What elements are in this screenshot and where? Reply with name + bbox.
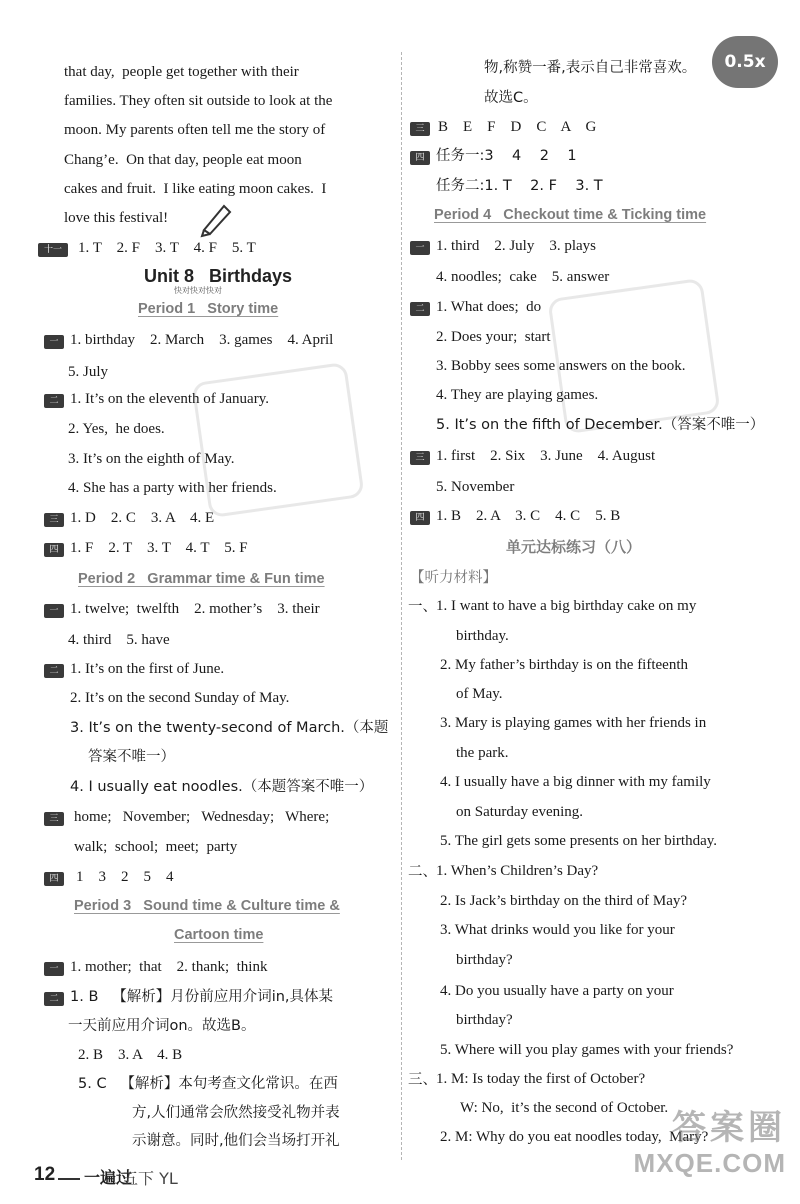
- listening-line: 2. Is Jack’s birthday on the third of May?: [440, 893, 688, 909]
- section-mark: 三: [44, 812, 64, 826]
- answer-line: 4. They are playing games.: [436, 387, 599, 403]
- answer-line: 一天前应用介词on。故选B。: [68, 1018, 256, 1034]
- answer-line: 2. Yes, he does.: [68, 421, 165, 437]
- watermark-text: 答案圈: [672, 1108, 786, 1148]
- period-heading: Period 2 Grammar time & Fun time: [78, 571, 325, 587]
- listening-line: of May.: [456, 686, 503, 702]
- answer-line: 1. What does; do: [436, 299, 542, 315]
- section-mark: 三: [44, 513, 64, 527]
- text-line: moon. My parents often tell me the story of: [64, 122, 326, 138]
- period-heading: Period 3 Sound time & Culture time &: [74, 898, 340, 914]
- answer-line: home; November; Wednesday; Where;: [74, 809, 330, 825]
- section-mark: 四: [410, 151, 430, 165]
- answer-line: 4. third 5. have: [68, 632, 170, 648]
- answer-line: 4. noodles; cake 5. answer: [436, 269, 610, 285]
- listening-line: 2. M: Why do you eat noodles today, Mary?: [440, 1129, 709, 1145]
- unit-title: Unit 8 Birthdays: [144, 266, 293, 286]
- footer-brand: 一遍过: [84, 1168, 133, 1187]
- listening-line: 5. The girl gets some presents on her birthday.: [440, 833, 718, 849]
- listening-line: the park.: [456, 745, 509, 761]
- unit-subtitle: 快对快对快对: [174, 286, 222, 295]
- text-line: Chang’e. On that day, people eat moon: [64, 152, 302, 168]
- section-mark: 二: [44, 394, 64, 408]
- section-mark: 一: [410, 241, 430, 255]
- section-mark: 二: [44, 992, 64, 1006]
- answer-line: 任务一:3 4 2 1: [436, 148, 577, 164]
- answer-line: 任务二:1. T 2. F 3. T: [436, 178, 603, 194]
- text-line: 故选C。: [484, 90, 538, 106]
- answer-line: 2. It’s on the second Sunday of May.: [70, 690, 290, 706]
- answer-line: B E F D C A G: [438, 119, 597, 135]
- section-mark: 四: [44, 872, 64, 886]
- listening-line: 1. I want to have a big birthday cake on my: [436, 598, 697, 614]
- listening-line: birthday?: [456, 1012, 513, 1028]
- zoom-level-badge[interactable]: 0.5x: [712, 36, 778, 88]
- answer-line: 3. It’s on the twenty-second of March.（本题: [70, 720, 389, 736]
- text-line: 物,称赞一番,表示自己非常喜欢。: [484, 60, 697, 76]
- answer-line: 5. C 【解析】本句考查文化常识。在西: [78, 1076, 338, 1092]
- answer-line: 1. It’s on the eleventh of January.: [70, 391, 269, 407]
- answer-line: 方,人们通常会欣然接受礼物并表: [132, 1105, 340, 1121]
- answer-line: 1 3 2 5 4: [76, 869, 174, 885]
- footer-rule: [58, 1178, 80, 1180]
- answer-line: 5. November: [436, 479, 515, 495]
- section-mark: 一: [44, 962, 64, 976]
- answer-line: 1. T 2. F 3. T 4. F 5. T: [78, 240, 256, 256]
- section-mark: 三: [410, 122, 430, 136]
- answer-line: 1. It’s on the first of June.: [70, 661, 225, 677]
- section-number: 三、: [408, 1072, 437, 1088]
- section-label: 【听力材料】: [410, 570, 497, 586]
- section-mark: 十一: [38, 243, 68, 257]
- answer-line: 1. third 2. July 3. plays: [436, 238, 596, 254]
- period-heading: Cartoon time: [174, 927, 264, 943]
- section-number: 一、: [408, 599, 437, 615]
- answer-line: 4. I usually eat noodles.（本题答案不唯一）: [70, 779, 374, 795]
- listening-line: 3. Mary is playing games with her friends in: [440, 715, 707, 731]
- answer-line: 3. Bobby sees some answers on the book.: [436, 358, 686, 374]
- listening-line: birthday.: [456, 628, 509, 644]
- section-mark: 二: [44, 664, 64, 678]
- answer-line: 1. twelve; twelfth 2. mother’s 3. their: [70, 601, 320, 617]
- section-mark: 三: [410, 451, 430, 465]
- watermark-url: MXQE.COM: [633, 1148, 786, 1178]
- footer-grade: 五下 YL: [122, 1169, 178, 1188]
- answer-line: 1. B 【解析】月份前应用介词in,具体某: [70, 989, 334, 1005]
- listening-line: 1. When’s Children’s Day?: [436, 863, 599, 879]
- column-divider: [401, 52, 402, 1160]
- period-heading: Period 4 Checkout time & Ticking time: [434, 207, 707, 223]
- section-mark: 四: [44, 543, 64, 557]
- answer-line: 1. mother; that 2. thank; think: [70, 959, 268, 975]
- listening-line: 2. My father’s birthday is on the fifteenth: [440, 657, 688, 673]
- text-line: love this festival!: [64, 210, 169, 226]
- answer-line: 5. It’s on the fifth of December.（答案不唯一）: [436, 417, 765, 433]
- listening-line: on Saturday evening.: [456, 804, 584, 820]
- listening-line: 4. I usually have a big dinner with my family: [440, 774, 711, 790]
- section-mark: 一: [44, 335, 64, 349]
- answer-line: 1. first 2. Six 3. June 4. August: [436, 448, 656, 464]
- answer-line: 4. She has a party with her friends.: [68, 480, 277, 496]
- section-mark: 一: [44, 604, 64, 618]
- listening-line: 4. Do you usually have a party on your: [440, 983, 674, 999]
- text-line: that day, people get together with their: [64, 64, 299, 80]
- period-heading: Period 1 Story time: [138, 301, 279, 317]
- listening-line: 3. What drinks would you like for your: [440, 922, 675, 938]
- listening-line: W: No, it’s the second of October.: [460, 1100, 669, 1116]
- answer-line: 2. B 3. A 4. B: [78, 1047, 183, 1063]
- answer-line: 示谢意。同时,他们会当场打开礼: [132, 1133, 340, 1149]
- pencil-icon: [196, 198, 236, 238]
- section-number: 二、: [408, 864, 437, 880]
- answer-line: walk; school; meet; party: [74, 839, 238, 855]
- exam-title: 单元达标练习（八）: [506, 538, 642, 556]
- answer-line: 1. birthday 2. March 3. games 4. April: [70, 332, 334, 348]
- page-number: 12: [34, 1164, 56, 1185]
- answer-line: 2. Does your; start: [436, 329, 551, 345]
- text-line: cakes and fruit. I like eating moon cakes. I: [64, 181, 327, 197]
- section-mark: 四: [410, 511, 430, 525]
- answer-line: 5. July: [68, 364, 109, 380]
- answer-line: 答案不唯一）: [88, 749, 175, 765]
- answer-line: 1. B 2. A 3. C 4. C 5. B: [436, 508, 621, 524]
- section-mark: 二: [410, 302, 430, 316]
- site-watermark: [634, 1108, 786, 1178]
- listening-line: birthday?: [456, 952, 513, 968]
- listening-line: 5. Where will you play games with your friends?: [440, 1042, 734, 1058]
- listening-line: 1. M: Is today the first of October?: [436, 1071, 646, 1087]
- answer-line: 1. F 2. T 3. T 4. T 5. F: [70, 540, 248, 556]
- answer-line: 3. It’s on the eighth of May.: [68, 451, 235, 467]
- text-line: families. They often sit outside to look at the: [64, 93, 333, 109]
- answer-line: 1. D 2. C 3. A 4. E: [70, 510, 215, 526]
